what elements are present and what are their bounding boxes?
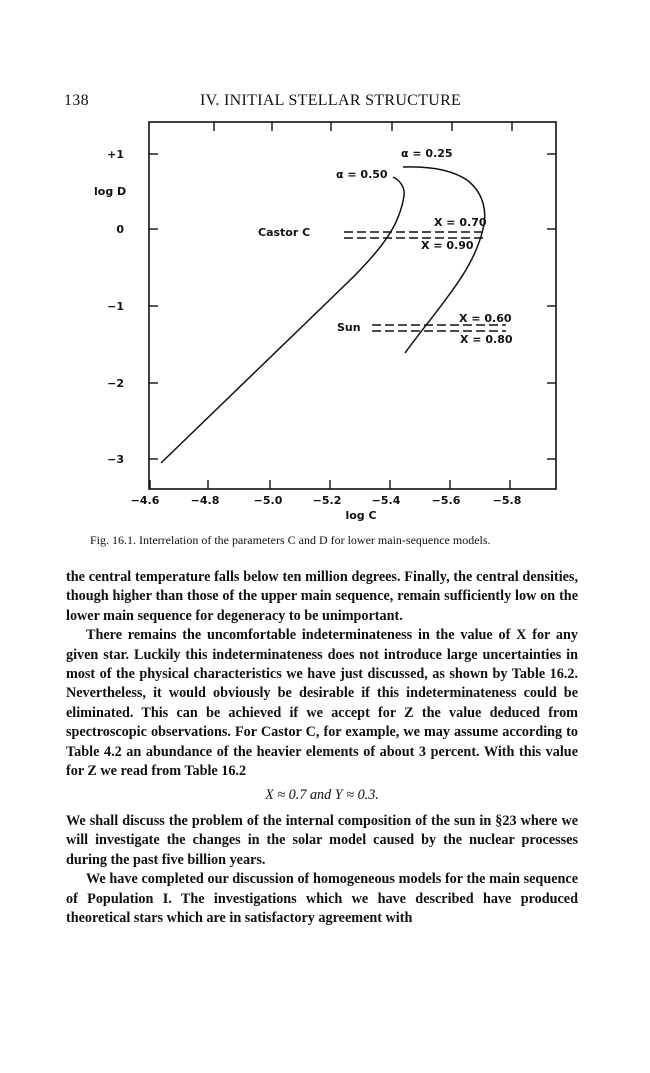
x-tick-label: −5.0 <box>253 494 283 507</box>
paragraph: We have completed our discussion of homogeneous models for the main sequence of Population I. The investigations which we have described have produced theoretical stars which are in satisfactory agreement with <box>66 871 578 926</box>
x-tick-label: −4.6 <box>130 494 160 507</box>
right-ticks <box>547 154 556 459</box>
y-tick-label: +1 <box>107 148 124 161</box>
figure-16-1 <box>0 0 650 530</box>
equation: X ≈ 0.7 and Y ≈ 0.3. <box>265 787 379 804</box>
y-axis-title: log D <box>94 185 127 198</box>
castor-dash-lines <box>344 232 486 238</box>
x-label-sun-upper: X = 0.60 <box>459 312 512 325</box>
running-title: IV. INITIAL STELLAR STRUCTURE <box>200 92 462 109</box>
y-tick-label: −3 <box>107 453 124 466</box>
figure-caption <box>90 533 570 547</box>
curve-label-alpha-050: α = 0.50 <box>336 168 388 181</box>
x-label-castor-upper: X = 0.70 <box>434 216 487 229</box>
paragraph: There remains the uncomfortable indeterminateness in the value of X for any given star. Luckily this indeterminateness does not introduce large uncertainties in most of the physical characteristics we have just discussed, as shown by Table 16.2. Nevertheless, it would obviously be desirable if this indeterminateness could be eliminated. This can be achieved if we accept for Z the value deduced from spectroscopic observations. For Castor C, for example, we may assume according to Table 4.2 an abundance of the heavier elements of about 3 percent. With this value for Z we read from Table 16.2 <box>66 627 578 780</box>
y-tick-label: 0 <box>116 223 124 236</box>
sun-dash-lines <box>372 325 506 331</box>
caption-text: Interrelation of the parameters C and D for lower main-sequence models. <box>139 533 491 547</box>
x-label-sun-lower: X = 0.80 <box>460 333 513 346</box>
left-ticks <box>149 154 158 459</box>
x-tick-label: −5.6 <box>431 494 461 507</box>
caption-label: Fig. 16.1. <box>90 533 137 547</box>
star-label-sun: Sun <box>337 321 361 334</box>
paragraph: We shall discuss the problem of the internal composition of the sun in §23 where we will investigate the changes in the solar model caused by the nuclear processes during the past five billion years. <box>66 812 578 868</box>
x-label-castor-lower: X = 0.90 <box>421 239 474 252</box>
y-tick-label: −1 <box>107 300 124 313</box>
top-ticks <box>214 122 512 131</box>
y-tick-label: −2 <box>107 377 124 390</box>
x-tick-label: −5.2 <box>312 494 342 507</box>
paragraph: the central temperature falls below ten million degrees. Finally, the central densities, though higher than those of the upper main sequence, remain sufficiently low on the lower main sequence for degeneracy to be unimportant. <box>66 569 578 624</box>
star-label-castor: Castor C <box>258 226 311 239</box>
x-axis-title: log C <box>345 509 377 522</box>
page-number: 138 <box>64 92 89 109</box>
bottom-ticks <box>150 480 510 489</box>
x-tick-label: −5.8 <box>492 494 522 507</box>
curve-label-alpha-025: α = 0.25 <box>401 147 453 160</box>
curve-alpha-050 <box>161 177 404 463</box>
x-tick-label: −4.8 <box>190 494 220 507</box>
body-text <box>66 568 578 928</box>
x-tick-label: −5.4 <box>371 494 401 507</box>
